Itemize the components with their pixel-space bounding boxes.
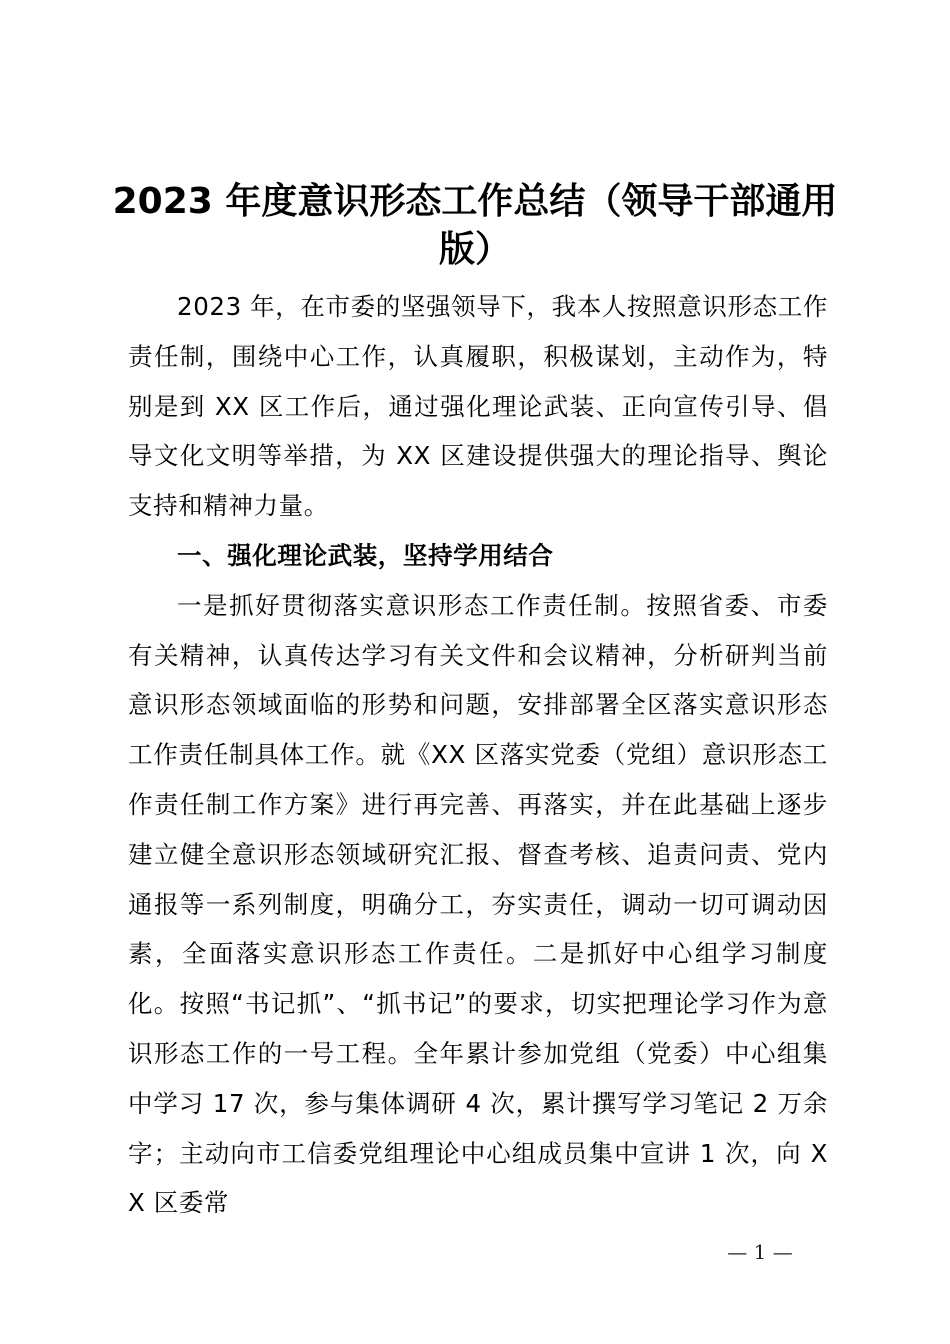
page-number: — 1 — <box>727 1240 793 1264</box>
body-paragraph: 一是抓好贯彻落实意识形态工作责任制。按照省委、市委有关精神，认真传达学习有关文件和会议精神，分析研判当前意识形态领域面临的形势和问题，安排部署全区落实意识形态工作责任制具体工作。就《XX 区落实党委（党组）意识形态工作责任制工作方案》进行再完善、再落实，并在此基础上逐步建立健全意识形态领域研究汇报、督查考核、追责问责、党内通报等一系列制度，明确分工，夯实责任，调动一切可调动因素，全面落实意识形态工作责任。二是抓好中心组学习制度化。按照“书记抓”、“抓书记”的要求，切实把理论学习作为意识形态工作的一号工程。全年累计参加党组（党委）中心组集中学习 17 次，参与集体调研 4 次，累计撰写学习笔记 2 万余字；主动向市工信委党组理论中心组成员集中宣讲 1 次，向 XX 区委常 <box>128 590 828 1218</box>
document-title: 2023 年度意识形态工作总结（领导干部通用版） <box>112 181 838 270</box>
document-body <box>128 282 828 1228</box>
intro-paragraph: 2023 年，在市委的坚强领导下，我本人按照意识形态工作责任制，围绕中心工作，认真履职，积极谋划，主动作为，特别是到 XX 区工作后，通过强化理论武装、正向宣传引导、倡导文化文明等举措，为 XX 区建设提供强大的理论指导、舆论支持和精神力量。 <box>128 292 828 521</box>
section-heading: 一、强化理论武装，坚持学用结合 <box>177 540 554 570</box>
